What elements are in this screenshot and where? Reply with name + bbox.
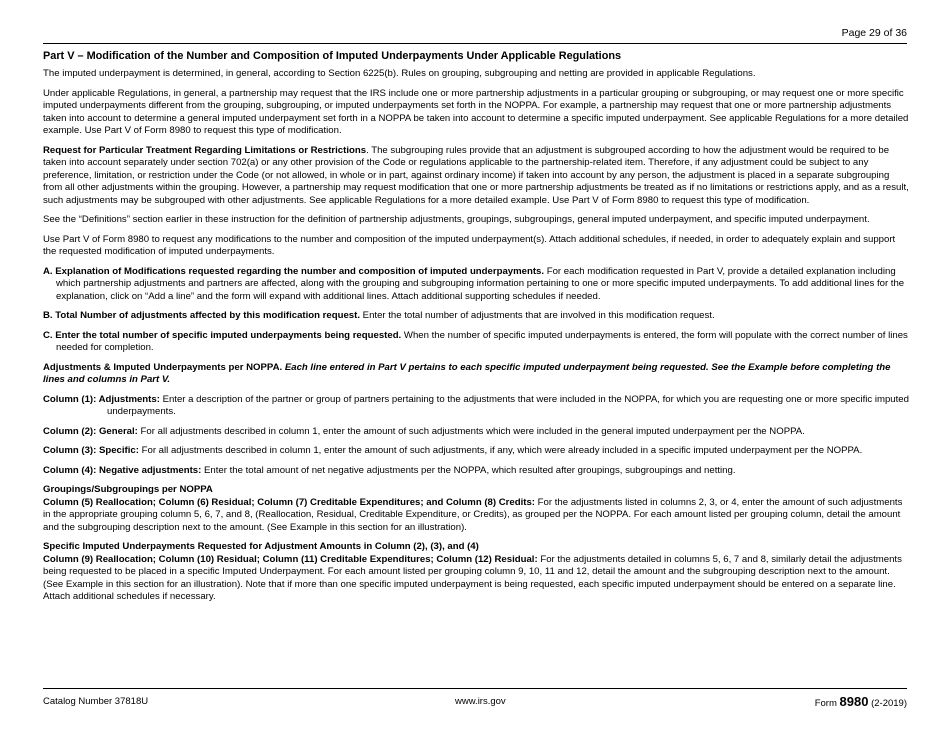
item-c-heading: C. Enter the total number of specific imputed underpayments being requested. [43, 329, 402, 341]
website-link: www.irs.gov [455, 696, 506, 707]
item-a-text: For each modification requested in Part V, provide a detailed explanation including which partnership adjustments and partners are affected, along with the grouping and subgrouping information pertaining to one or more specific imputed underpayments. To add additional lines for the explanation, click on “Add a line” and the form will expand with additional lines. Attach additional supporting schedules if needed. [56, 265, 905, 302]
column-4-heading: Column (4): Negative adjustments: [43, 464, 202, 476]
form-label: Form [814, 698, 837, 709]
specific-description [43, 554, 909, 604]
adjustments-text: Each line entered in Part V pertains to each specific imputed underpayment being requested. See the Example before completing the lines and columns in Part V. [43, 361, 891, 385]
column-3-heading: Column (3): Specific: [43, 445, 139, 456]
item-b-text: Enter the total number of adjustments that are involved in this modification request. [360, 310, 715, 321]
column-1-text: Enter a description of the partner or group of partners pertaining to the adjustments that were included in the NOPPA, for which you are requesting one or more specific imputed underpayments. [107, 393, 909, 417]
column-4-description [43, 465, 909, 478]
column-2-text: For all adjustments described in column 1, enter the amount of such adjustments which were included in the general imputed underpayment per the NOPPA. [137, 425, 805, 437]
column-3-description [43, 445, 909, 458]
paragraph-limitations [43, 145, 909, 208]
item-c-text: When the number of specific imputed underpayments is entered, the form will populate with the correct number of lines needed for completion. [56, 329, 908, 353]
specific-heading [43, 541, 909, 554]
form-number: 8980 [839, 694, 869, 709]
limitations-text: . The subgrouping rules provide that an adjustment is subgrouped according to how the adjustment would be required to be taken into account separately under section 702(a) or any other provision of the Code or regulations applicable to the partnership-related item. Therefore, if any adjustment could be subject to any preference, limitation, or restriction under the Code (or not allowed, in whole or in part, against ordinary income) if taken into account by any person, the adjustment is placed in a separate subgrouping from all other adjustments within the grouping. However, a partnership may request modification that one or more partnership adjustments be treated as if no limitations or restrictions apply, and as a result, such adjustments may be subgrouped with other adjustments. See applicable Regulations for a more detailed example. Use Part V of Form 8980 to request this type of modification. [43, 144, 909, 206]
column-3-text: For all adjustments described in column 1, enter the amount of such adjustments, if any, which were already included in a specific imputed underpayment per the NOPPA. [138, 445, 863, 456]
item-c [43, 330, 909, 355]
adjustments-heading: Adjustments & Imputed Underpayments per NOPPA. [43, 361, 283, 373]
page-footer [43, 694, 907, 710]
paragraph-determination: The imputed underpayment is determined, in general, according to Section 6225(b). Rules on grouping, subgrouping and netting are provided in applicable Regulations. [43, 68, 756, 79]
section-title: Part V – Modification of the Number and Composition of Imputed Underpayments Under Applicable Regulations [43, 50, 622, 62]
specific-heading-text: Specific Imputed Underpayments Requested for Adjustment Amounts in Column (2), (3), and (4) [43, 541, 479, 552]
groupings-text: For the adjustments listed in columns 2, 3, or 4, enter the amount of such adjustments in the appropriate grouping column 5, 6, 7, and 8, (Reallocation, Residual, Creditable Expenditure, or Credits), as grouped per the NOPPA. For each amount listed per grouping column, detail the amount and the subgrouping description next to the amount. (See Example in this section for an illustration). [43, 496, 903, 533]
paragraph-use-part-v: Use Part V of Form 8980 to request any modifications to the number and composition of the imputed underpayment(s). Attach additional schedules, if needed, in order to adequately explain and support the requested modification of imputed underpayments. [43, 233, 896, 257]
adjustments-note [43, 362, 909, 387]
catalog-number: Catalog Number 37818U [43, 696, 149, 707]
column-2-description [43, 426, 909, 439]
column-1-heading: Column (1): Adjustments: [43, 393, 160, 405]
form-identifier [815, 694, 907, 709]
item-b [43, 310, 909, 323]
groupings-columns-heading: Column (5) Reallocation; Column (6) Residual; Column (7) Creditable Expenditures; and Column (8) Credits: [43, 496, 535, 508]
item-b-heading: B. Total Number of adjustments affected by this modification request. [43, 310, 360, 321]
specific-text: For the adjustments detailed in columns 5, 6, 7 and 8, similarly detail the adjustments being requested to be placed in a specific Imputed Underpayment. For each amount listed per grouping column 9, 10, 11 and 12, detail the amount and the subgrouping description next to the amount. (See Example in this section for an illustration). Note that if more than one specific imputed underpayment is being requested, each specific imputed underpayment should be entered on a separate line. Attach additional schedules if necessary. [43, 553, 902, 602]
groupings-heading [43, 484, 909, 497]
paragraph-regulations: Under applicable Regulations, in general, a partnership may request that the IRS include one or more partnership adjustments in a particular grouping or subgrouping, or may request one or more specific imputed underpayments different from the grouping, subgrouping, or imputed underpayments set forth in the NOPPA. For example, a partnership may request that one or more partnership adjustments taken into account to determine a general imputed underpayment set forth in a NOPPA be taken into account to determine a specific imputed underpayment. See applicable Regulations for a more detailed example. Use Part V of Form 8980 to request this type of modification. [43, 87, 909, 136]
paragraph-definitions: See the “Definitions” section earlier in these instruction for the definition of partnership adjustments, groupings, subgroupings, general imputed underpayment, and specific imputed underpayment. [43, 214, 870, 225]
column-2-heading: Column (2): General: [43, 425, 138, 437]
part-v-section [43, 49, 909, 604]
page-number: Page 29 of 36 [841, 27, 907, 39]
groupings-heading-text: Groupings/Subgroupings per NOPPA [43, 484, 213, 495]
item-a [43, 266, 909, 304]
specific-columns-heading: Column (9) Reallocation; Column (10) Residual; Column (11) Creditable Expenditures; Column (12) Residual: [43, 553, 538, 565]
bottom-rule [43, 688, 907, 689]
groupings-description [43, 497, 909, 535]
limitations-heading: Request for Particular Treatment Regarding Limitations or Restrictions [43, 144, 367, 156]
top-rule [43, 43, 907, 44]
column-1-description [43, 394, 909, 419]
form-revision: (2-2019) [871, 698, 907, 709]
item-a-heading: A. Explanation of Modifications requested regarding the number and composition of imputed underpayments. [43, 265, 545, 277]
column-4-text: Enter the total amount of net negative adjustments per the NOPPA, which resulted after groupings, subgroupings and netting. [201, 464, 736, 476]
